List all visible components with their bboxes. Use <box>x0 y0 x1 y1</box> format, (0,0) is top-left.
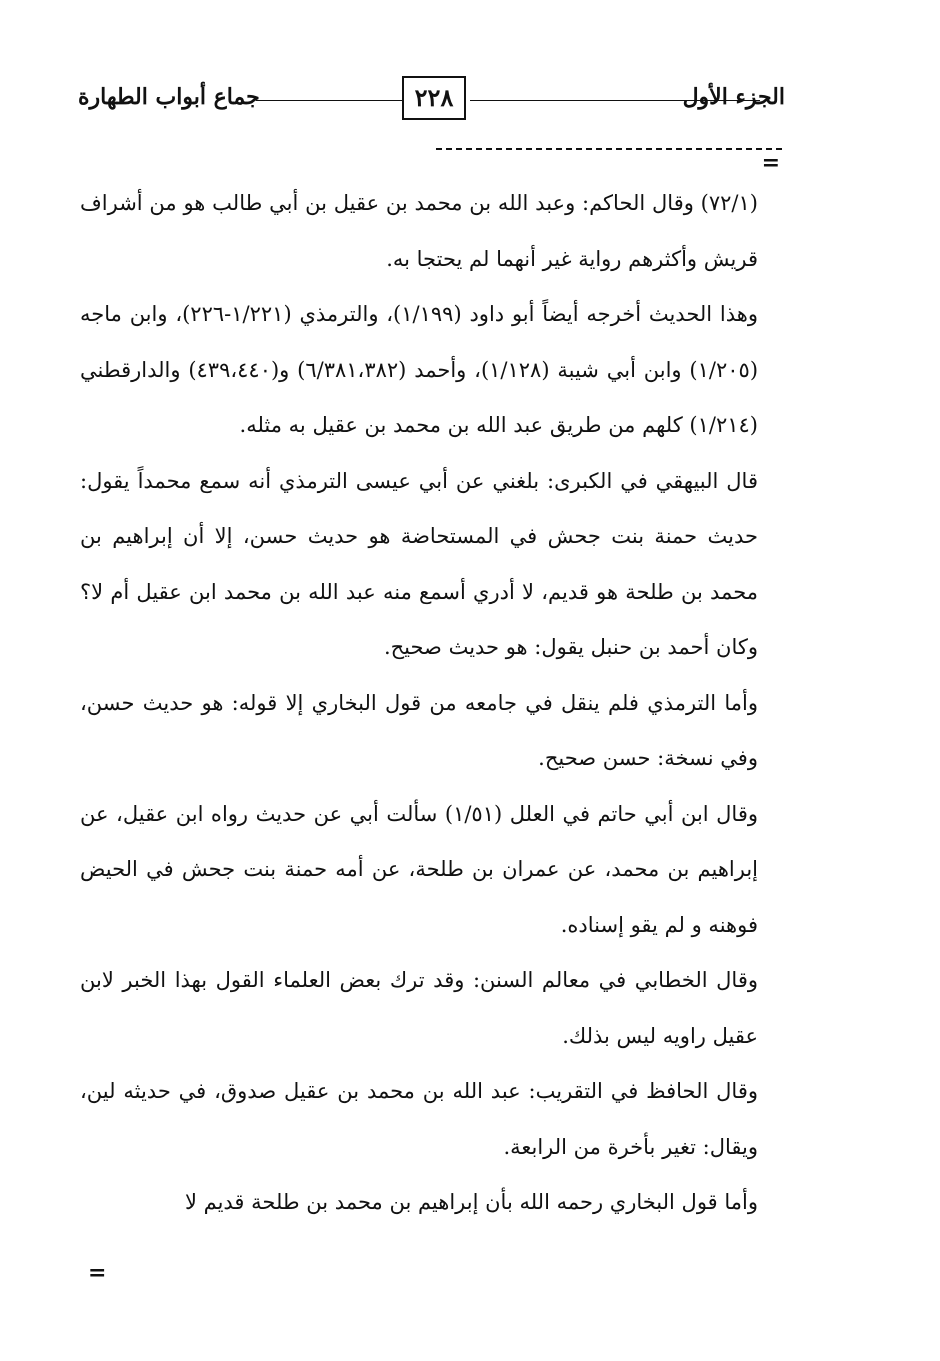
header-rule-left <box>256 100 402 101</box>
footnote-separator <box>436 148 782 150</box>
page-number: ٢٢٨ <box>402 76 466 120</box>
paragraph-hakim: (٧٢/١) وقال الحاكم: وعبد الله بن محمد بن عقيل بن أبي طالب هو من أشراف قريش وأكثرهم رواية غير أنهما لم يحتجا به. <box>80 191 758 271</box>
continuation-mark-bottom: = <box>88 1260 107 1286</box>
paragraph-hafiz: وقال الحافظ في التقريب: عبد الله بن محمد بن عقيل صدوق، في حديثه لين، ويقال: تغير بأخرة من الرابعة. <box>80 1079 758 1159</box>
volume-title: الجزء الأول <box>682 84 785 110</box>
paragraph-bukhari: وأما قول البخاري رحمه الله بأن إبراهيم بن محمد بن طلحة قديم لا <box>184 1190 758 1214</box>
paragraph-bayhaqi: قال البيهقي في الكبرى: بلغني عن أبي عيسى الترمذي أنه سمع محمداً يقول: حديث حمنة بنت جحش في المستحاضة هو حديث حسن، إلا أن إبراهيم بن محمد بن طلحة هو قديم، لا أدري أسمع منه عبد الله بن محمد ابن عقيل أم لا؟ وكان أحمد بن حنبل يقول: هو حديث صحيح. <box>80 468 758 659</box>
running-header <box>78 76 785 124</box>
paragraph-khattabi: وقال الخطابي في معالم السنن: وقد ترك بعض العلماء القول بهذا الخبر لابن عقيل راويه ليس بذلك. <box>80 968 758 1048</box>
header-rule-right <box>470 100 760 101</box>
paragraph-tirmidhi: وأما الترمذي فلم ينقل في جامعه من قول البخاري إلا قوله: هو حديث حسن، وفي نسخة: حسن صحيح. <box>80 690 758 770</box>
continuation-mark-top: = <box>761 150 780 176</box>
paragraph-ibn-abi-hatim: وقال ابن أبي حاتم في العلل (١/٥١) سألت أبي عن حديث رواه ابن عقيل، عن إبراهيم بن محمد، عن عمران بن طلحة، عن أمه حمنة بنت جحش في الحيض فوهنه و لم يقو إسناده. <box>80 801 759 937</box>
chapter-title: جماع أبواب الطهارة <box>78 84 260 110</box>
footnote-text <box>80 176 758 1231</box>
paragraph-takhrij: وهذا الحديث أخرجه أيضاً أبو داود (١/١٩٩)، والترمذي (١/٢٢١-٢٢٦)، وابن ماجه (١/٢٠٥) وابن أبي شيبة (١/١٢٨)، وأحمد (٦/٣٨١،٣٨٢) و(٤٣٩،٤٤٠) والدارقطني (١/٢١٤) كلهم من طريق عبد الله بن محمد بن عقيل به مثله. <box>80 302 759 437</box>
